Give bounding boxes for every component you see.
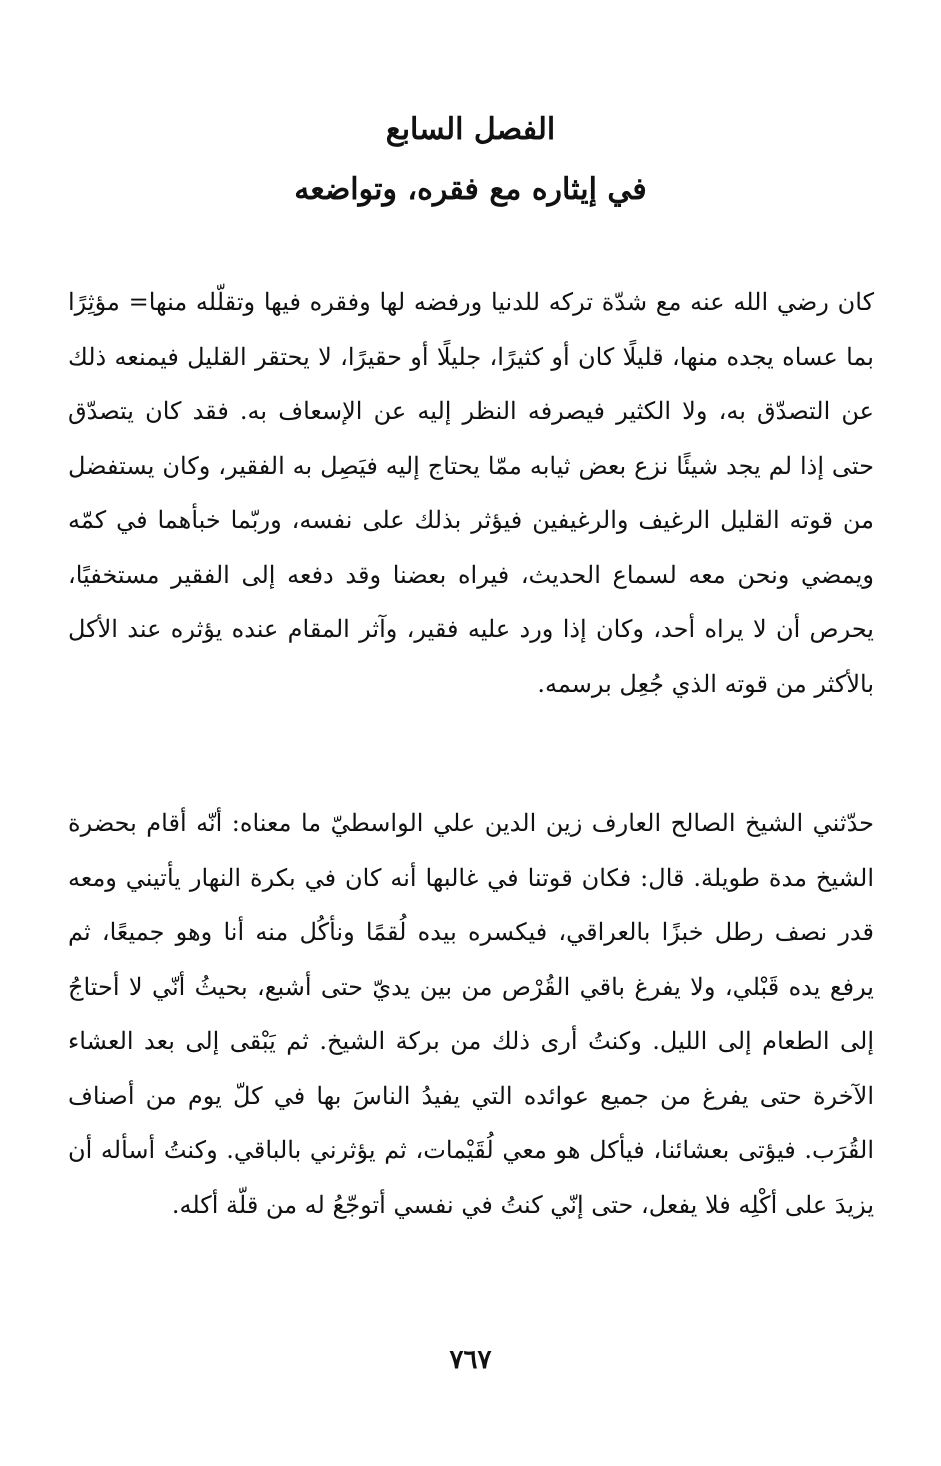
body-paragraph: كان رضي الله عنه مع شدّة تركه للدنيا ورفضه لها وفقره فيها وتقلّله منها= مؤثِرًا بما عساه يجده منها، قليلًا كان أو كثيرًا، جليلًا أو حقيرًا، لا يحتقر القليل فيمنعه ذلك عن التصدّق به، ولا الكثير فيصرفه النظر إليه عن الإسعاف به. فقد كان يتصدّق حتى إذا لم يجد شيئًا نزع بعض ثيابه ممّا يحتاج إليه فيَصِل به الفقير، وكان يستفضل من قوته القليل الرغيف والرغيفين فيؤثر بذلك على نفسه، وربّما خبأهما في كمّه ويمضي ونحن معه لسماع الحديث، فيراه بعضنا وقد دفعه إلى الفقير مستخفيًا، يحرص أن لا يراه أحد، وكان إذا ورد عليه فقير، وآثر المقام عنده يؤثره عند الأكل بالأكثر من قوته الذي جُعِل برسمه. [68,288,874,698]
body-paragraph: حدّثني الشيخ الصالح العارف زين الدين علي الواسطيّ ما معناه: أنّه أقام بحضرة الشيخ مدة طويلة. قال: فكان قوتنا في غالبها أنه كان في بكرة النهار يأتيني ومعه قدر نصف رطل خبزًا بالعراقي، فيكسره بيده لُقمًا ونأكُل منه أنا وهو جميعًا، ثم يرفع يده قَبْلي، ولا يفرغ باقي القُرْص من بين يديّ حتى أشبع، بحيثُ أنّي لا أحتاجُ إلى الطعام إلى الليل. وكنتُ أرى ذلك من بركة الشيخ. ثم يَبْقى إلى بعد العشاء الآخرة حتى يفرغ من جميع عوائده التي يفيدُ الناسَ بها في كلّ يوم من أصناف القُرَب. فيؤتى بعشائنا، فيأكل هو معي لُقَيْمات، ثم يؤثرني بالباقي. وكنتُ أسأله أن يزيدَ على أكْلِه فلا يفعل، حتى إنّي كنتُ في نفسي أتوجّعُ له من قلّة أكله. [68,809,874,1219]
chapter-title: الفصل السابع [385,112,556,147]
page-number: ٧٦٧ [449,1345,492,1375]
chapter-subtitle: في إيثاره مع فقره، وتواضعه [294,172,647,207]
